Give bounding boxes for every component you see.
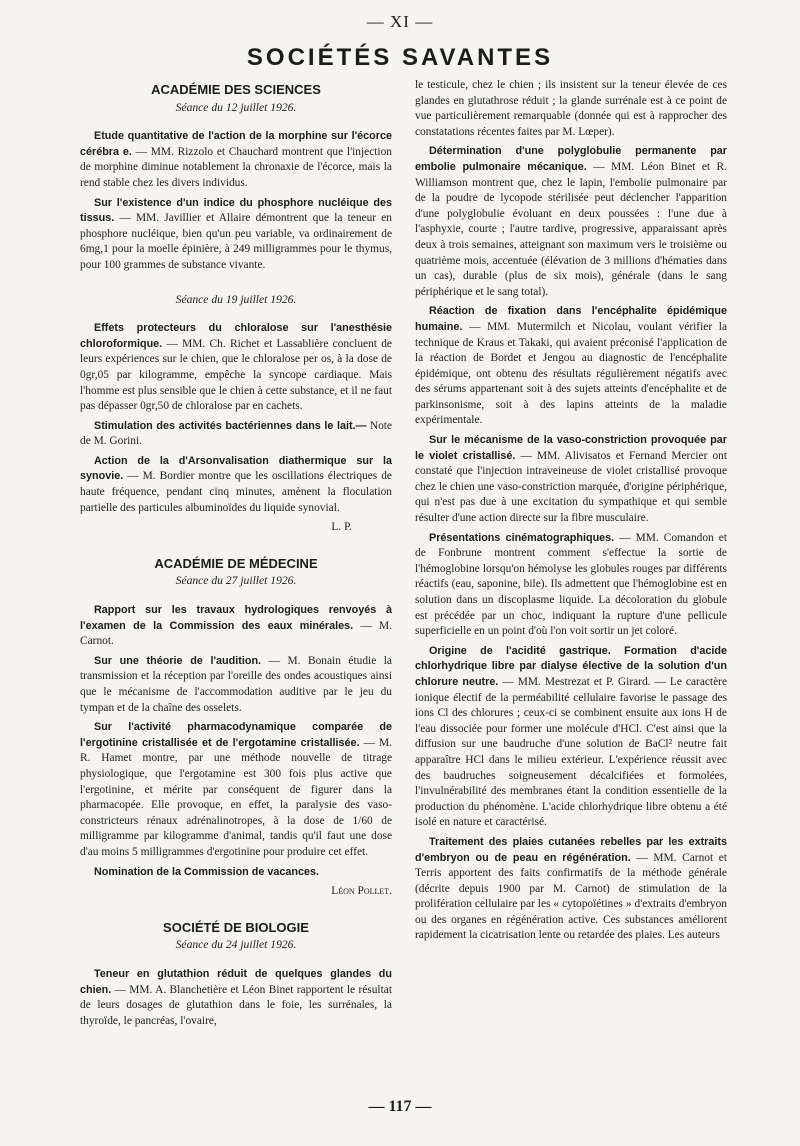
article-title: Origine de l'acidité gastrique. Formation d'acide chlorhydrique libre par dialyse élective de la solution d'un chlorure neutre. bbox=[415, 644, 727, 688]
article-title: Sur l'activité pharmacodynamique comparée de l'ergotinine cristallisée et de l'ergotamine cristallisée. bbox=[80, 721, 392, 749]
article-text: — MM. Mutermilch et Nicolau, voulant vérifier la technique de Kraus et Takaki, qui avaient préconisé l'application de la réaction de Bordet et Jengou au diagnostic de l'encéphalite épidémique, ont obtenu des résultats régulièrement négatifs avec des sérums appartenant soit à des sujets atteints d'encéphalite et de parkinsonisme, soit à des lapins atteints de la maladie expérimentale. bbox=[415, 320, 727, 427]
article-title: Action de la d'Arsonvalisation diathermique sur la synovie. bbox=[80, 454, 392, 483]
article-continuation bbox=[415, 78, 727, 140]
session-date: Séance du 24 juillet 1926. bbox=[175, 938, 297, 952]
page-number-roman: — XI — bbox=[366, 12, 434, 31]
article bbox=[80, 454, 392, 516]
article-text: — MM. A. Blanchetière et Léon Binet rapportent le résultat de leurs dosages de glutathion dans le foie, les surrénales, la thyroïde, le pancréas, l'ovaire, bbox=[80, 983, 392, 1027]
section-title-medecine: ACADÉMIE DE MÉDECINE bbox=[154, 555, 318, 571]
article-text: — MM. Mestrezat et P. Girard. — Le caractère ionique électif de la perméabilité cellulaire favorise le passage des ions Cl des chlorures ; ceux-ci se combinent ensuite aux ions H de l'eau dissociée pour former une molécule d'HCl. C'est ainsi que la diffusion sur une baudruche d'une solution de BaCl² neutre fait apparaître HCl dans le milieu extérieur. L'expérience réussit avec des baudruches soigneusement décalcifiées et formolées, l'invulnérabilité des membranes étant la condition essentielle de la production du phénomène. L'acide chlorhydrique libre obtenu a été isolé en nature et caractérisé. bbox=[415, 675, 727, 829]
article-text: — MM. Carnot et Terris apportent des faits confirmatifs de la méthode générale (décrite depuis 1900 par M. Carnot) de stimulation de la prolifération cellulaire par les « cytopoïétines » d'extraits d'embryon ou des organes en régénération active. Ces substances améliorent rapidement la cicatrisation lente ou retardée des plaies. Les auteurs bbox=[415, 851, 727, 942]
article bbox=[415, 644, 727, 831]
session-date: Séance du 12 juillet 1926. bbox=[175, 100, 297, 114]
article bbox=[80, 654, 392, 716]
article-title: Rapport sur les travaux hydrologiques renvoyés à l'examen de la Commission des eaux minérales. bbox=[80, 604, 392, 632]
session-date: Séance du 27 juillet 1926. bbox=[175, 574, 297, 588]
article bbox=[415, 144, 727, 300]
article bbox=[80, 865, 392, 881]
article bbox=[80, 419, 392, 450]
article-title: Sur l'existence d'un indice du phosphore nucléique des tissus. bbox=[80, 196, 392, 225]
article-title: Présentations cinématographiques. bbox=[429, 531, 615, 544]
session-date: Séance du 19 juillet 1926. bbox=[175, 292, 297, 306]
article bbox=[415, 531, 727, 640]
article-text: — M. R. Hamet montre, par une méthode nouvelle de titrage physiologique, que l'ergotamine est 300 fois plus active que l'ergotinine, et mérite par conséquent de figurer dans la pharmacopée. Elle provoque, en effet, la paralysie des vaso-constricteurs rénaux adrénalinotropes, à la dose de 1/60 de milligramme par kilogramme d'animal, tandis qu'il faut une dose d'au moins 5 milligrammes d'ergotinine pour produire cet effet. bbox=[80, 736, 392, 858]
article-title: Détermination d'une polyglobulie permanente par embolie pulmonaire mécanique. bbox=[415, 145, 727, 173]
article-text: — MM. Ch. Richet et Lassablière concluent de leurs expériences sur le chien, que le chloralose per os, à la dose de 0gr,05 par kilogramme, empêche la syncope cardiaque. Mais l'homme est plus sensible que le chien à cette substance, et il ne faut pas dépasser 0gr,50 de chloralose par en cachets. bbox=[80, 337, 392, 413]
article-title: Etude quantitative de l'action de la morphine sur l'écorce cérébra e. bbox=[80, 130, 392, 158]
article bbox=[80, 129, 392, 191]
article-text: — M. Carnot. bbox=[80, 619, 392, 648]
article-text: le testicule, chez le chien ; ils insistent sur la teneur élevée de ces glandes en glutathrose réduit ; la glande surrénale est à ce point de vue particulièrement remarquable (donnée qui est à rapprocher des constatations récentes faites par M. Lœper). bbox=[415, 79, 727, 138]
article bbox=[415, 835, 727, 944]
article-title: Teneur en glutathion réduit de quelques glandes du chien. bbox=[80, 967, 392, 996]
signature: Léon Pollet. bbox=[331, 885, 392, 898]
article-text: — MM. Léon Binet et R. Williamson montrent que, chez le lapin, l'embolie pulmonaire par de la poudre de lycopode stérilisée peut déclencher l'apparition d'une polyglobulie évoluant en deux poussées : l'une due à l'asphyxie, courte ; l'autre tardive, progressive, apparaissant après deux à trois semaines, atteignant son maximum vers le troisième ou quatrième mois, accentuée (élévation de 3 millions d'hématies dans un cas), durable (plus de six mois), générale (dans le sang périphérique et le sang total). bbox=[415, 160, 727, 298]
section-banner: SOCIÉTÉS SAVANTES bbox=[246, 44, 554, 71]
signature: L. P. bbox=[331, 521, 352, 534]
article-text: — MM. Rizzolo et Chauchard montrent que l'injection de morphine diminue notablement la chronaxie de l'écorce, mais la rend stable chez les divers individus. bbox=[80, 145, 392, 189]
article-text: Note de M. Gorini. bbox=[80, 419, 392, 448]
article-text: — MM. Comandon et de Fonbrune montrent comment s'effectue la sortie de l'hémoglobine lorsqu'on hémolyse les globules rouges par différents réactifs (eau, saponine, bile). Ils admettent que l'hémoglobine est en solution dans un discoplasme liquide. La décoloration du globule est précédée par un choc, indiquant la rupture d'une pellicule superficielle en un point d'où l'on voit sortir un jet coloré. bbox=[415, 531, 727, 638]
article-title: Effets protecteurs du chloralose sur l'anesthésie chloroformique. bbox=[80, 322, 392, 350]
section-title-biologie: SOCIÉTÉ DE BIOLOGIE bbox=[163, 919, 309, 935]
article bbox=[80, 967, 392, 1029]
right-column bbox=[415, 78, 727, 1088]
article bbox=[415, 433, 727, 527]
article-title: Réaction de fixation dans l'encéphalite épidémique humaine. bbox=[415, 305, 727, 333]
article bbox=[80, 720, 392, 860]
article-title: Stimulation des activités bactériennes dans le lait.— bbox=[94, 419, 367, 432]
left-column bbox=[80, 80, 392, 1090]
article-text: — M. Bonain étudie la transmission et la réception par l'oreille des ondes acoustiques ainsi que le mécanisme de l'accommodation auditive par le jeu du tympan et de la chaîne des osselets. bbox=[80, 654, 392, 714]
article bbox=[80, 196, 392, 274]
article bbox=[80, 321, 392, 415]
article-text: — MM. Alivisatos et Fernand Mercier ont constaté que l'injection intraveineuse de violet cristallisé provoque chez le chien une vaso-constriction marquée, d'origine périphérique, qui n'est pas due à une excitation du sympathique et qui semble résulter d'une action directe sur la fibre musculaire. bbox=[415, 449, 727, 525]
article-title: Nomination de la Commission de vacances. bbox=[94, 865, 320, 878]
article-title: Sur le mécanisme de la vaso-constriction provoquée par le violet cristallisé. bbox=[415, 434, 727, 462]
article-title: Traitement des plaies cutanées rebelles par les extraits d'embryon ou de peau en régénération. bbox=[415, 835, 727, 864]
article-title: Sur une théorie de l'audition. bbox=[94, 654, 262, 667]
article-text: — MM. Javillier et Allaire démontrent que la teneur en phosphore nucléique, bien qu'un peu variable, va ordinairement de 6mg,1 pour la moelle épinière, à 249 milligrammes pour le thymus, pour 100 grammes de substance vivante. bbox=[80, 212, 392, 271]
page-number: — 117 — bbox=[368, 1098, 432, 1115]
article bbox=[80, 603, 392, 650]
article bbox=[415, 304, 727, 429]
section-title-sciences: ACADÉMIE DES SCIENCES bbox=[151, 82, 321, 97]
article-text: — M. Bordier montre que les oscillations électriques de haute fréquence, pendant cinq minutes, amènent la floculation partielle des particules albuminoïdes du liquide synovial. bbox=[80, 470, 392, 514]
